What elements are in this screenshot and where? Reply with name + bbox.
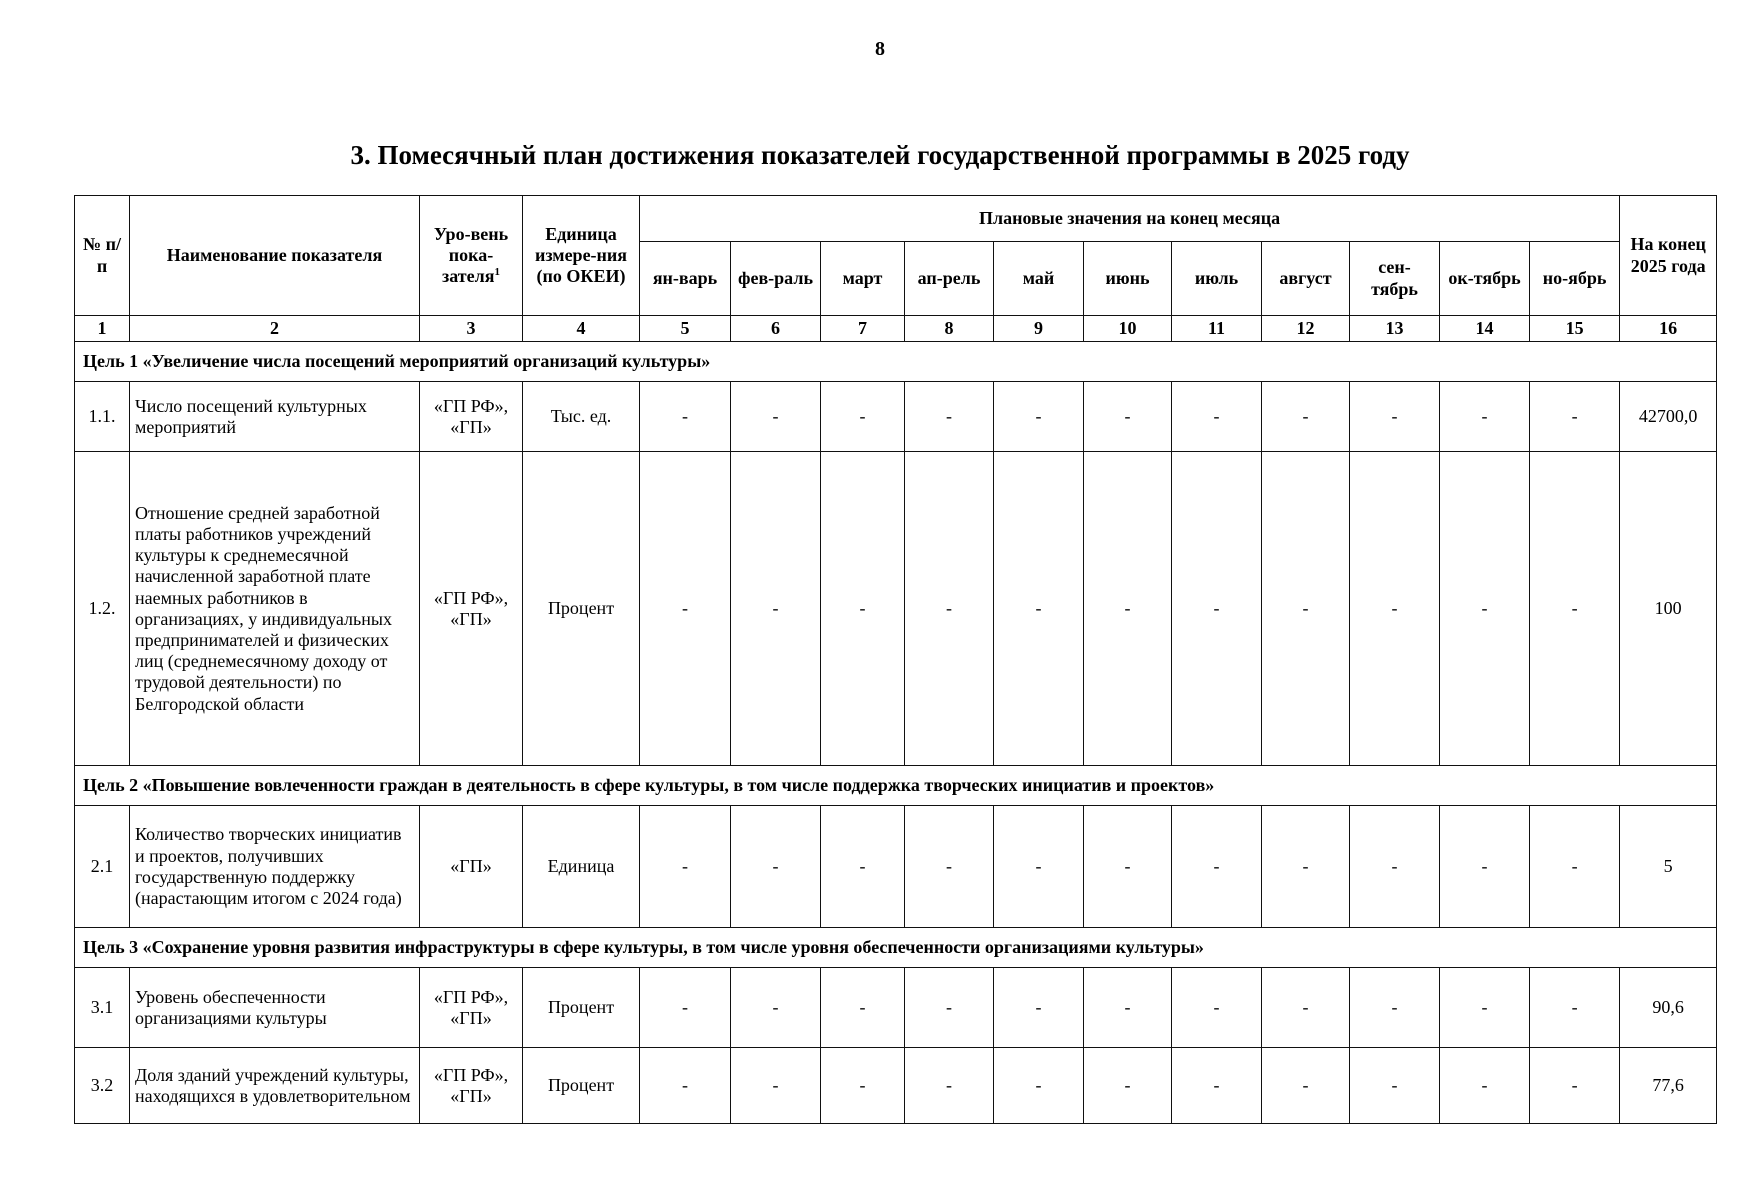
row-month-value: - — [1440, 382, 1530, 452]
row-month-value: - — [1350, 382, 1440, 452]
row-month-value: - — [731, 1048, 821, 1124]
row-month-value: - — [1172, 968, 1262, 1048]
row-month-value: - — [1084, 806, 1172, 928]
header-month: но-ябрь — [1530, 242, 1620, 316]
row-unit: Тыс. ед. — [523, 382, 640, 452]
header-month: ян-варь — [640, 242, 731, 316]
column-number: 7 — [821, 316, 905, 342]
row-month-value: - — [1084, 1048, 1172, 1124]
row-month-value: - — [821, 806, 905, 928]
table-row — [75, 806, 1717, 928]
column-number: 14 — [1440, 316, 1530, 342]
row-end-value: 77,6 — [1620, 1048, 1717, 1124]
row-level: «ГП РФ», «ГП» — [420, 382, 523, 452]
row-month-value: - — [1262, 382, 1350, 452]
row-month-value: - — [1350, 806, 1440, 928]
row-end-value: 90,6 — [1620, 968, 1717, 1048]
row-month-value: - — [640, 1048, 731, 1124]
row-month-value: - — [640, 382, 731, 452]
row-end-value: 5 — [1620, 806, 1717, 928]
column-number: 4 — [523, 316, 640, 342]
column-number: 8 — [905, 316, 994, 342]
row-num: 3.1 — [75, 968, 130, 1048]
row-unit: Единица — [523, 806, 640, 928]
row-month-value: - — [905, 806, 994, 928]
column-number: 15 — [1530, 316, 1620, 342]
column-number: 11 — [1172, 316, 1262, 342]
header-level-text: Уро-вень пока-зателя — [433, 223, 509, 287]
row-month-value: - — [1084, 968, 1172, 1048]
monthly-plan-table — [74, 195, 1717, 1124]
table-row — [75, 382, 1717, 452]
row-month-value: - — [1172, 806, 1262, 928]
goal-title: Цель 2 «Повышение вовлеченности граждан в деятельность в сфере культуры, в том числе поддержка творческих инициатив и проектов» — [75, 766, 1717, 806]
goal-row — [75, 766, 1717, 806]
row-month-value: - — [1084, 452, 1172, 766]
header-unit: Единица измере-ния (по ОКЕИ) — [523, 196, 640, 316]
column-number: 12 — [1262, 316, 1350, 342]
row-month-value: - — [1530, 968, 1620, 1048]
header-month: март — [821, 242, 905, 316]
header-level-footnote: 1 — [494, 266, 500, 279]
row-month-value: - — [1262, 1048, 1350, 1124]
row-name: Отношение средней заработной платы работников учреждений культуры к среднемесячной начисленной заработной плате наемных работников в организациях, у индивидуальных предпринимателей и физических лиц (среднемесячному доходу от трудовой деятельности) по Белгородской области — [130, 452, 420, 766]
row-month-value: - — [1440, 1048, 1530, 1124]
row-month-value: - — [731, 452, 821, 766]
header-month: май — [994, 242, 1084, 316]
row-num: 1.2. — [75, 452, 130, 766]
table-row — [75, 1048, 1717, 1124]
column-number: 16 — [1620, 316, 1717, 342]
column-number: 6 — [731, 316, 821, 342]
row-month-value: - — [905, 382, 994, 452]
header-name: Наименование показателя — [130, 196, 420, 316]
header-plan: Плановые значения на конец месяца — [640, 196, 1620, 242]
document-title: 3. Помесячный план достижения показателей государственной программы в 2025 году — [350, 140, 1410, 170]
row-month-value: - — [640, 968, 731, 1048]
row-name: Количество творческих инициатив и проектов, получивших государственную поддержку (нарастающим итогом с 2024 года) — [130, 806, 420, 928]
header-row-1 — [75, 196, 1717, 242]
row-month-value: - — [994, 968, 1084, 1048]
column-number: 2 — [130, 316, 420, 342]
row-month-value: - — [1530, 382, 1620, 452]
row-month-value: - — [1530, 1048, 1620, 1124]
row-month-value: - — [1530, 806, 1620, 928]
goal-row — [75, 928, 1717, 968]
row-month-value: - — [1440, 806, 1530, 928]
table-row — [75, 452, 1717, 766]
row-month-value: - — [640, 452, 731, 766]
row-level: «ГП РФ», «ГП» — [420, 452, 523, 766]
row-month-value: - — [1172, 452, 1262, 766]
row-month-value: - — [1530, 452, 1620, 766]
row-month-value: - — [821, 968, 905, 1048]
header-month: фев-раль — [731, 242, 821, 316]
row-month-value: - — [905, 452, 994, 766]
column-number: 9 — [994, 316, 1084, 342]
row-month-value: - — [1172, 382, 1262, 452]
header-month: ап-рель — [905, 242, 994, 316]
column-number-row — [75, 316, 1717, 342]
row-month-value: - — [821, 382, 905, 452]
row-month-value: - — [1262, 452, 1350, 766]
column-number: 1 — [75, 316, 130, 342]
row-level: «ГП РФ», «ГП» — [420, 968, 523, 1048]
row-name: Доля зданий учреждений культуры, находящихся в удовлетворительном — [130, 1048, 420, 1124]
row-name: Уровень обеспеченности организациями культуры — [130, 968, 420, 1048]
row-month-value: - — [1350, 968, 1440, 1048]
column-number: 13 — [1350, 316, 1440, 342]
row-num: 2.1 — [75, 806, 130, 928]
row-month-value: - — [1350, 452, 1440, 766]
row-unit: Процент — [523, 968, 640, 1048]
row-level: «ГП РФ», «ГП» — [420, 1048, 523, 1124]
row-month-value: - — [1440, 968, 1530, 1048]
row-month-value: - — [905, 968, 994, 1048]
header-month: июль — [1172, 242, 1262, 316]
header-month: ок-тябрь — [1440, 242, 1530, 316]
header-month: июнь — [1084, 242, 1172, 316]
page-number: 8 — [875, 38, 885, 60]
row-month-value: - — [1172, 1048, 1262, 1124]
row-month-value: - — [994, 1048, 1084, 1124]
row-month-value: - — [731, 806, 821, 928]
row-name: Число посещений культурных мероприятий — [130, 382, 420, 452]
column-number: 3 — [420, 316, 523, 342]
header-month: август — [1262, 242, 1350, 316]
table-row — [75, 968, 1717, 1048]
row-unit: Процент — [523, 452, 640, 766]
row-num: 1.1. — [75, 382, 130, 452]
row-level: «ГП» — [420, 806, 523, 928]
goal-title: Цель 3 «Сохранение уровня развития инфраструктуры в сфере культуры, в том числе уровня обеспеченности организациями культуры» — [75, 928, 1717, 968]
header-month: сен-тябрь — [1350, 242, 1440, 316]
row-month-value: - — [1350, 1048, 1440, 1124]
goal-row — [75, 342, 1717, 382]
header-num: № п/п — [75, 196, 130, 316]
header-level — [420, 196, 523, 316]
goal-title: Цель 1 «Увеличение числа посещений мероприятий организаций культуры» — [75, 342, 1717, 382]
row-month-value: - — [1262, 968, 1350, 1048]
row-month-value: - — [905, 1048, 994, 1124]
row-month-value: - — [731, 968, 821, 1048]
row-month-value: - — [821, 1048, 905, 1124]
row-month-value: - — [1262, 806, 1350, 928]
row-month-value: - — [994, 382, 1084, 452]
row-month-value: - — [640, 806, 731, 928]
row-month-value: - — [1440, 452, 1530, 766]
header-end-of-year: На конец 2025 года — [1620, 196, 1717, 316]
row-num: 3.2 — [75, 1048, 130, 1124]
row-month-value: - — [994, 452, 1084, 766]
row-month-value: - — [994, 806, 1084, 928]
row-month-value: - — [731, 382, 821, 452]
row-end-value: 100 — [1620, 452, 1717, 766]
row-unit: Процент — [523, 1048, 640, 1124]
row-end-value: 42700,0 — [1620, 382, 1717, 452]
column-number: 5 — [640, 316, 731, 342]
row-month-value: - — [1084, 382, 1172, 452]
column-number: 10 — [1084, 316, 1172, 342]
row-month-value: - — [821, 452, 905, 766]
